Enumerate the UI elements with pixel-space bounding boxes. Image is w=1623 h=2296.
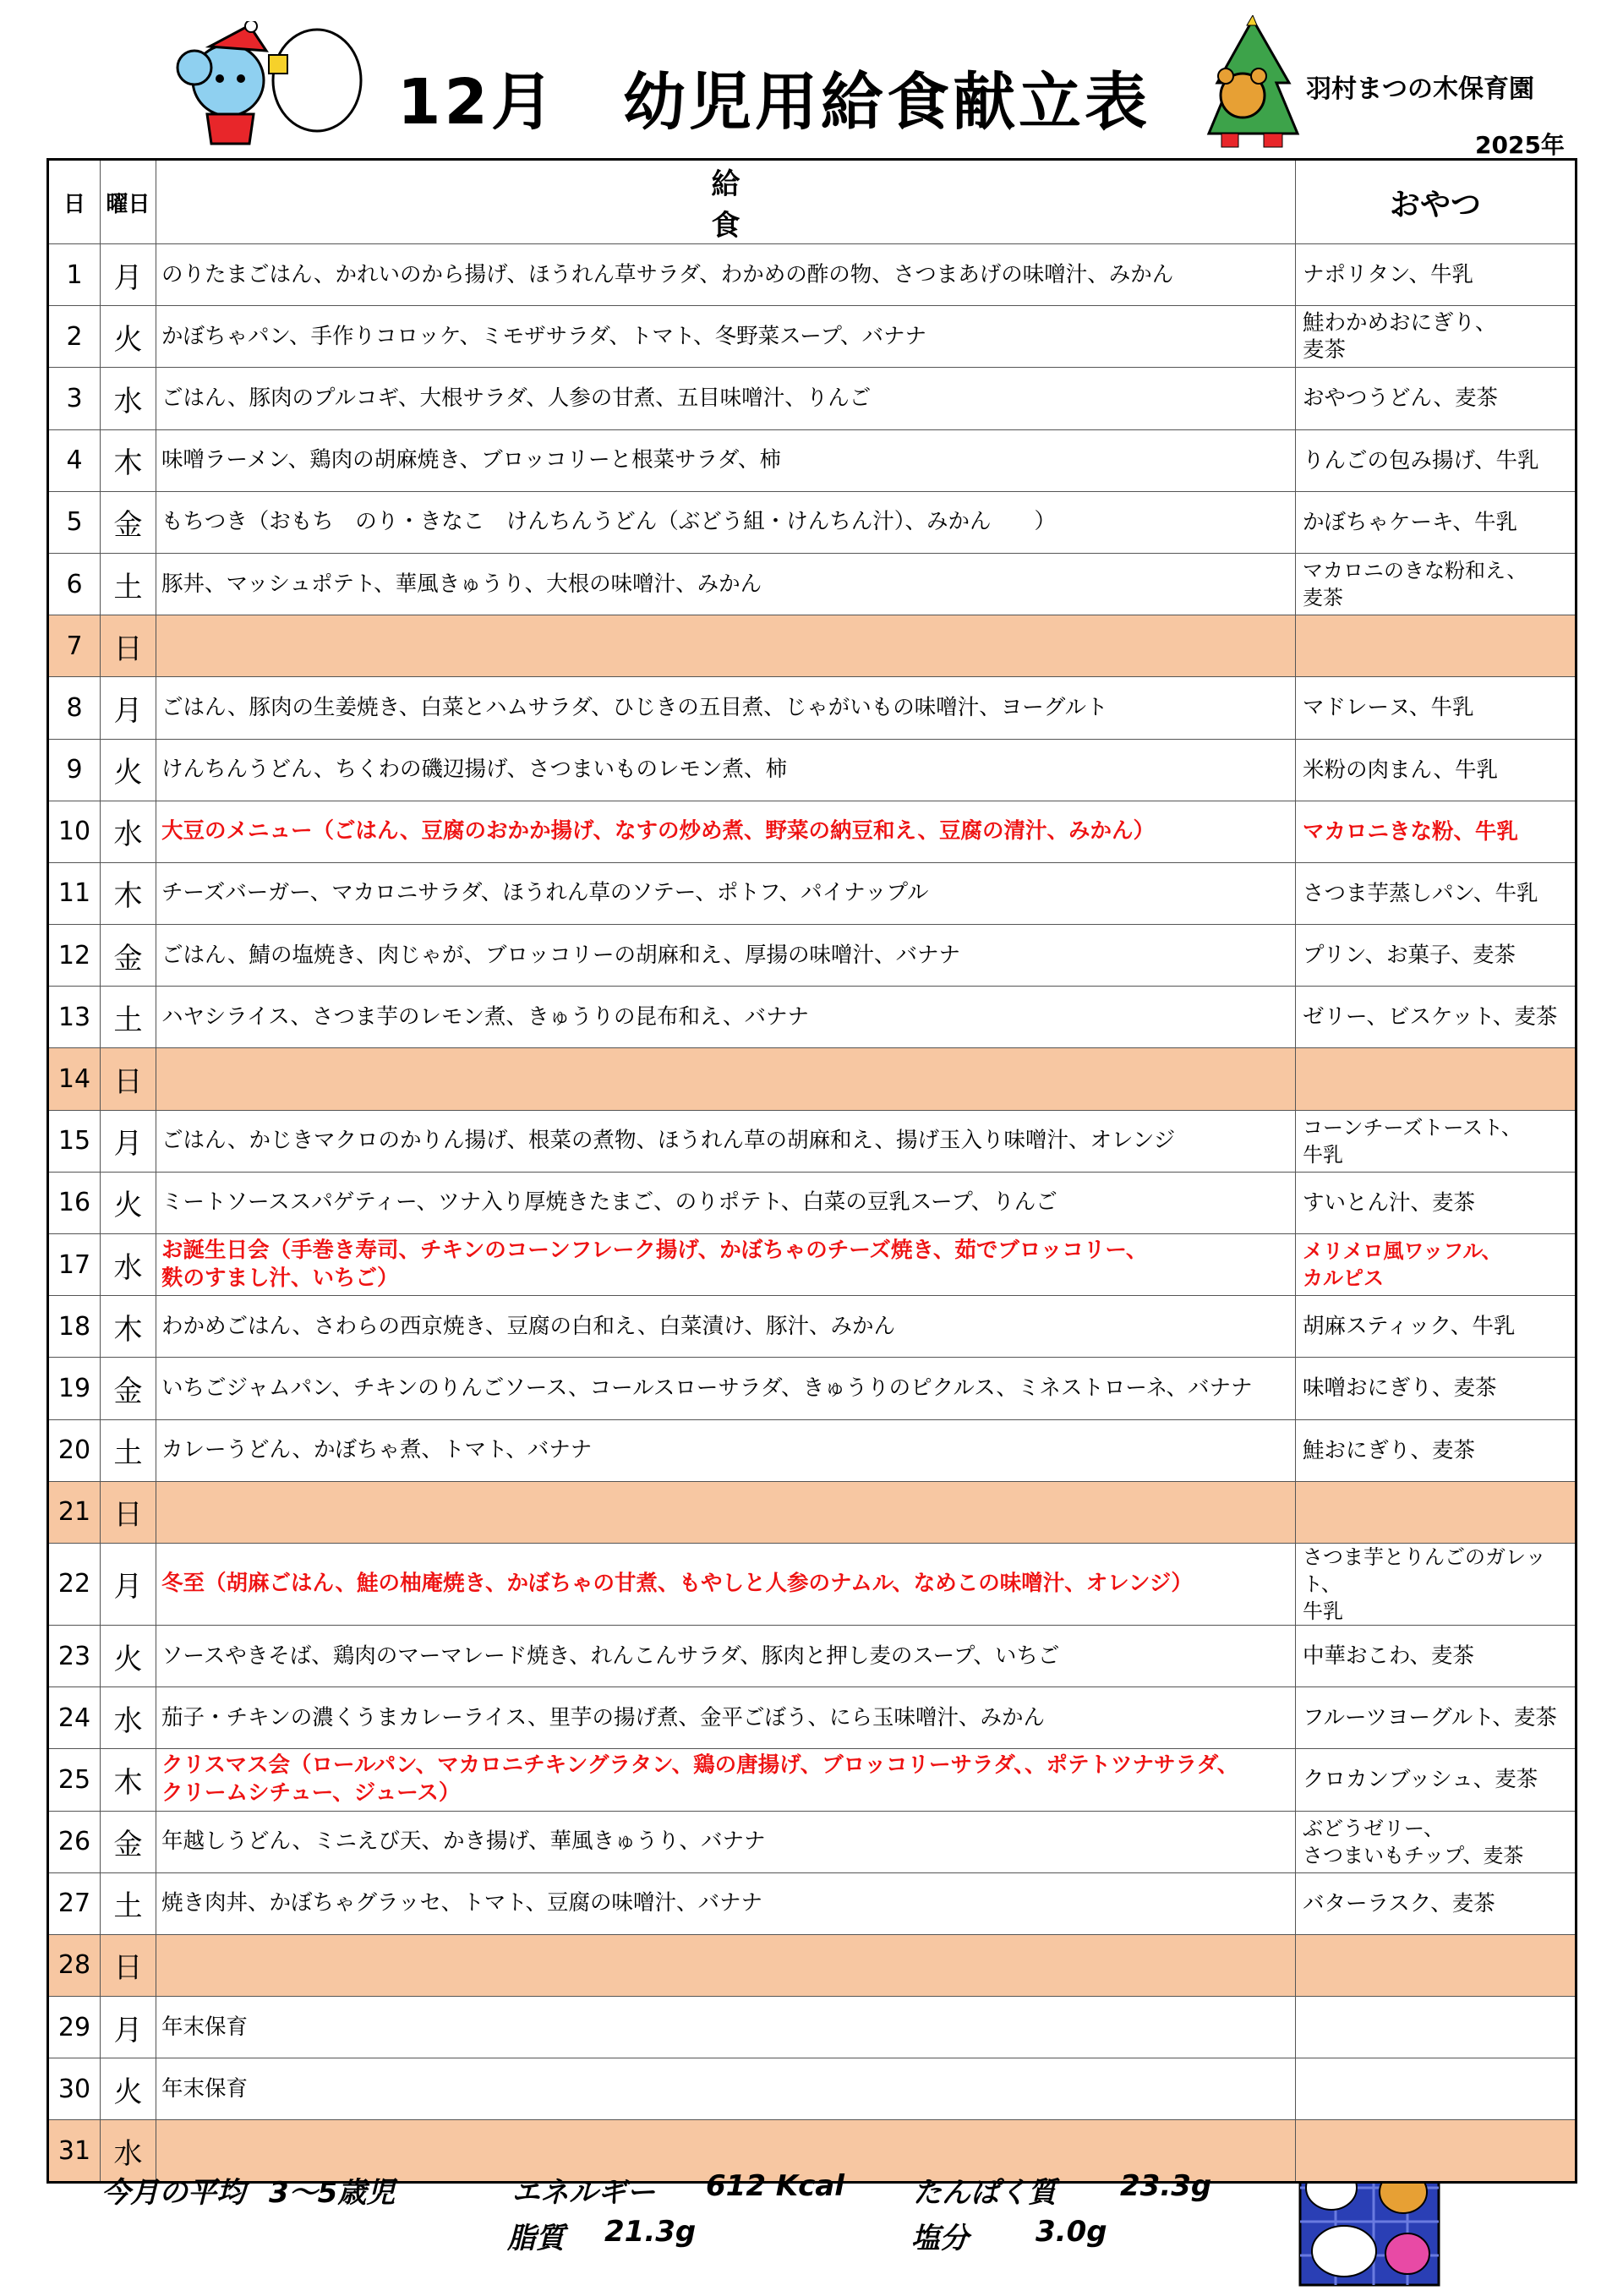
meal-cell: ごはん、豚肉の生姜焼き、白菜とハムサラダ、ひじきの五目煮、じゃがいもの味噌汁、ヨーグルト (156, 677, 1296, 739)
day-cell: 22 (48, 1543, 101, 1625)
weekday-cell: 火 (101, 1625, 156, 1686)
table-row (48, 1048, 1577, 1110)
snack-cell: メリメロ風ワッフル、 カルピス (1296, 1234, 1577, 1296)
meal-cell: ごはん、かじきマクロのかりん揚げ、根菜の煮物、ほうれん草の胡麻和え、揚げ玉入り味噌汁、オレンジ (156, 1110, 1296, 1172)
meal-cell (156, 1048, 1296, 1110)
table-header-row (48, 160, 1577, 244)
menu-table (46, 158, 1577, 2184)
weekday-cell: 木 (101, 862, 156, 924)
table-row (48, 1687, 1577, 1749)
footer-salt-value: 3.0g (1036, 2215, 1107, 2249)
meal-cell: もちつき（おもち のり・きなこ けんちんうどん（ぶどう組・けんちん汁）、みかん ） (156, 491, 1296, 553)
weekday-cell: 土 (101, 987, 156, 1048)
meal-cell: 茄子・チキンの濃くうまカレーライス、里芋の揚げ煮、金平ごぼう、にら玉味噌汁、みかん (156, 1687, 1296, 1749)
table-row (48, 862, 1577, 924)
snack-cell (1296, 1997, 1577, 2058)
meal-cell: ごはん、豚肉のプルコギ、大根サラダ、人参の甘煮、五目味噌汁、りんご (156, 368, 1296, 429)
day-cell: 1 (48, 244, 101, 306)
snack-cell: 鮭わかめおにぎり、 麦茶 (1296, 306, 1577, 368)
santa-mouse-illustration (169, 21, 363, 148)
weekday-cell: 日 (101, 615, 156, 677)
weekday-cell: 水 (101, 1687, 156, 1749)
day-cell: 27 (48, 1872, 101, 1934)
day-cell: 9 (48, 739, 101, 801)
table-row (48, 615, 1577, 677)
table-row (48, 306, 1577, 368)
day-cell: 18 (48, 1296, 101, 1358)
day-cell: 26 (48, 1811, 101, 1872)
weekday-cell: 月 (101, 1997, 156, 2058)
meal-cell (156, 615, 1296, 677)
meal-cell: ミートソーススパゲティー、ツナ入り厚焼きたまご、のりポテト、白菜の豆乳スープ、りんご (156, 1172, 1296, 1233)
meal-cell: 豚丼、マッシュポテト、華風きゅうり、大根の味噌汁、みかん (156, 553, 1296, 615)
header-snack: おやつ (1296, 160, 1577, 244)
snack-cell: おやつうどん、麦茶 (1296, 368, 1577, 429)
table-row (48, 1543, 1577, 1625)
weekday-cell: 土 (101, 553, 156, 615)
footer-energy-value: 612 Kcal (706, 2169, 844, 2203)
organization-name: 羽村まつの木保育園 (1306, 74, 1534, 104)
christmas-tree-bear-illustration (1205, 15, 1302, 150)
header-meal: 給食 (156, 160, 1296, 244)
day-cell: 28 (48, 1934, 101, 1996)
meal-cell: お誕生日会（手巻き寿司、チキンのコーンフレーク揚げ、かぼちゃのチーズ焼き、茹でブロッコリー、 麩のすまし汁、いちご） (156, 1234, 1296, 1296)
snack-cell: 中華おこわ、麦茶 (1296, 1625, 1577, 1686)
weekday-cell: 水 (101, 801, 156, 862)
meal-cell: チーズバーガー、マカロニサラダ、ほうれん草のソテー、ポトフ、パイナップル (156, 862, 1296, 924)
weekday-cell: 月 (101, 677, 156, 739)
table-row (48, 429, 1577, 491)
weekday-cell: 火 (101, 739, 156, 801)
meal-cell: 冬至（胡麻ごはん、鮭の柚庵焼き、かぼちゃの甘煮、もやしと人参のナムル、なめこの味噌汁、オレンジ） (156, 1543, 1296, 1625)
weekday-cell: 金 (101, 491, 156, 553)
meal-cell: 年越しうどん、ミニえび天、かき揚げ、華風きゅうり、バナナ (156, 1811, 1296, 1872)
meal-cell: かぼちゃパン、手作りコロッケ、ミモザサラダ、トマト、冬野菜スープ、バナナ (156, 306, 1296, 368)
day-cell: 5 (48, 491, 101, 553)
snack-cell: さつま芋蒸しパン、牛乳 (1296, 862, 1577, 924)
snack-cell: プリン、お菓子、麦茶 (1296, 925, 1577, 987)
day-cell: 31 (48, 2120, 101, 2182)
table-row (48, 677, 1577, 739)
year-label: 2025年 (1475, 131, 1565, 159)
header-day: 日 (48, 160, 101, 244)
weekday-cell: 土 (101, 1872, 156, 1934)
meal-cell: わかめごはん、さわらの西京焼き、豆腐の白和え、白菜漬け、豚汁、みかん (156, 1296, 1296, 1358)
day-cell: 24 (48, 1687, 101, 1749)
day-cell: 30 (48, 2058, 101, 2120)
table-row (48, 1625, 1577, 1686)
table-row (48, 739, 1577, 801)
snack-cell: マカロニのきな粉和え、 麦茶 (1296, 553, 1577, 615)
snack-cell (1296, 2120, 1577, 2182)
meal-cell: ソースやきそば、鶏肉のマーマレード焼き、れんこんサラダ、豚肉と押し麦のスープ、いちご (156, 1625, 1296, 1686)
weekday-cell: 月 (101, 244, 156, 306)
day-cell: 2 (48, 306, 101, 368)
day-cell: 11 (48, 862, 101, 924)
footer-protein-value: 23.3g (1120, 2169, 1212, 2203)
table-row (48, 1811, 1577, 1872)
day-cell: 3 (48, 368, 101, 429)
day-cell: 7 (48, 615, 101, 677)
weekday-cell: 木 (101, 1296, 156, 1358)
weekday-cell: 火 (101, 2058, 156, 2120)
day-cell: 15 (48, 1110, 101, 1172)
menu-body (48, 244, 1577, 2183)
table-row (48, 987, 1577, 1048)
day-cell: 29 (48, 1997, 101, 2058)
snack-cell: マカロニきな粉、牛乳 (1296, 801, 1577, 862)
weekday-cell: 火 (101, 1172, 156, 1233)
meal-cell: 年末保育 (156, 1997, 1296, 2058)
table-row (48, 1481, 1577, 1543)
footer-age: 3～5歳児 (269, 2176, 396, 2210)
day-cell: 13 (48, 987, 101, 1048)
table-row (48, 1172, 1577, 1233)
day-cell: 10 (48, 801, 101, 862)
snack-cell: りんごの包み揚げ、牛乳 (1296, 429, 1577, 491)
meal-cell: ハヤシライス、さつま芋のレモン煮、きゅうりの昆布和え、バナナ (156, 987, 1296, 1048)
table-row (48, 368, 1577, 429)
weekday-cell: 水 (101, 1234, 156, 1296)
snack-cell: 米粉の肉まん、牛乳 (1296, 739, 1577, 801)
snack-cell: ゼリー、ビスケット、麦茶 (1296, 987, 1577, 1048)
table-row (48, 1419, 1577, 1481)
table-row (48, 801, 1577, 862)
meal-cell: けんちんうどん、ちくわの磯辺揚げ、さつまいものレモン煮、柿 (156, 739, 1296, 801)
table-row (48, 2058, 1577, 2120)
weekday-cell: 金 (101, 1811, 156, 1872)
meal-cell: クリスマス会（ロールパン、マカロニチキングラタン、鶏の唐揚げ、ブロッコリーサラダ、、ポテトツナサラダ、 クリームシチュー、ジュース） (156, 1749, 1296, 1811)
snack-cell (1296, 1481, 1577, 1543)
snack-cell (1296, 615, 1577, 677)
day-cell: 23 (48, 1625, 101, 1686)
weekday-cell: 金 (101, 925, 156, 987)
day-cell: 12 (48, 925, 101, 987)
table-row (48, 925, 1577, 987)
table-row (48, 1110, 1577, 1172)
table-row (48, 1997, 1577, 2058)
snack-cell: 味噌おにぎり、麦茶 (1296, 1358, 1577, 1419)
weekday-cell: 日 (101, 1048, 156, 1110)
meal-cell: カレーうどん、かぼちゃ煮、トマト、バナナ (156, 1419, 1296, 1481)
table-row (48, 491, 1577, 553)
meal-cell (156, 1481, 1296, 1543)
meal-cell: ごはん、鯖の塩焼き、肉じゃが、ブロッコリーの胡麻和え、厚揚の味噌汁、バナナ (156, 925, 1296, 987)
footer-protein-label: たんぱく質 (913, 2176, 1057, 2210)
weekday-cell: 水 (101, 2120, 156, 2182)
table-row (48, 553, 1577, 615)
snack-cell: 鮭おにぎり、麦茶 (1296, 1419, 1577, 1481)
snack-cell: すいとん汁、麦茶 (1296, 1172, 1577, 1233)
table-row (48, 1872, 1577, 1934)
header-weekday: 曜日 (101, 160, 156, 244)
footer-fat-label: 脂質 (507, 2222, 565, 2255)
day-cell: 20 (48, 1419, 101, 1481)
day-cell: 16 (48, 1172, 101, 1233)
snack-cell: さつま芋とりんごのガレット、 牛乳 (1296, 1543, 1577, 1625)
meal-cell: 焼き肉丼、かぼちゃグラッセ、トマト、豆腐の味噌汁、バナナ (156, 1872, 1296, 1934)
footer-average-label: 今月の平均 (101, 2176, 245, 2210)
day-cell: 21 (48, 1481, 101, 1543)
weekday-cell: 火 (101, 306, 156, 368)
weekday-cell: 木 (101, 429, 156, 491)
table-row (48, 1934, 1577, 1996)
weekday-cell: 水 (101, 368, 156, 429)
snack-cell: ぶどうゼリー、 さつまいもチップ、麦茶 (1296, 1811, 1577, 1872)
snack-cell: ナポリタン、牛乳 (1296, 244, 1577, 306)
table-row (48, 1296, 1577, 1358)
snack-cell: フルーツヨーグルト、麦茶 (1296, 1687, 1577, 1749)
weekday-cell: 日 (101, 1481, 156, 1543)
weekday-cell: 土 (101, 1419, 156, 1481)
weekday-cell: 月 (101, 1543, 156, 1625)
snack-cell (1296, 1048, 1577, 1110)
snack-cell: コーンチーズトースト、 牛乳 (1296, 1110, 1577, 1172)
weekday-cell: 金 (101, 1358, 156, 1419)
day-cell: 14 (48, 1048, 101, 1110)
table-row (48, 1234, 1577, 1296)
footer-fat-value: 21.3g (604, 2215, 697, 2249)
meal-cell: 大豆のメニュー（ごはん、豆腐のおかか揚げ、なすの炒め煮、野菜の納豆和え、豆腐の清汁、みかん） (156, 801, 1296, 862)
snack-cell: 胡麻スティック、牛乳 (1296, 1296, 1577, 1358)
day-cell: 6 (48, 553, 101, 615)
snack-cell: バターラスク、麦茶 (1296, 1872, 1577, 1934)
day-cell: 17 (48, 1234, 101, 1296)
weekday-cell: 日 (101, 1934, 156, 1996)
page-title: 12月 幼児用給食献立表 (397, 66, 1150, 139)
meal-cell (156, 1934, 1296, 1996)
weekday-cell: 木 (101, 1749, 156, 1811)
day-cell: 25 (48, 1749, 101, 1811)
day-cell: 19 (48, 1358, 101, 1419)
snack-cell: クロカンブッシュ、麦茶 (1296, 1749, 1577, 1811)
table-row (48, 1358, 1577, 1419)
footer-salt-label: 塩分 (911, 2222, 969, 2255)
snack-cell (1296, 1934, 1577, 1996)
meal-cell: のりたまごはん、かれいのから揚げ、ほうれん草サラダ、わかめの酢の物、さつまあげの味噌汁、みかん (156, 244, 1296, 306)
day-cell: 4 (48, 429, 101, 491)
day-cell: 8 (48, 677, 101, 739)
meal-cell: 年末保育 (156, 2058, 1296, 2120)
table-row (48, 1749, 1577, 1811)
meal-cell: 味噌ラーメン、鶏肉の胡麻焼き、ブロッコリーと根菜サラダ、柿 (156, 429, 1296, 491)
snack-cell: かぼちゃケーキ、牛乳 (1296, 491, 1577, 553)
snack-cell (1296, 2058, 1577, 2120)
table-row (48, 244, 1577, 306)
snack-cell: マドレーヌ、牛乳 (1296, 677, 1577, 739)
meal-cell: いちごジャムパン、チキンのりんごソース、コールスローサラダ、きゅうりのピクルス、ミネストローネ、バナナ (156, 1358, 1296, 1419)
weekday-cell: 月 (101, 1110, 156, 1172)
footer-energy-label: エネルギー (511, 2176, 655, 2210)
